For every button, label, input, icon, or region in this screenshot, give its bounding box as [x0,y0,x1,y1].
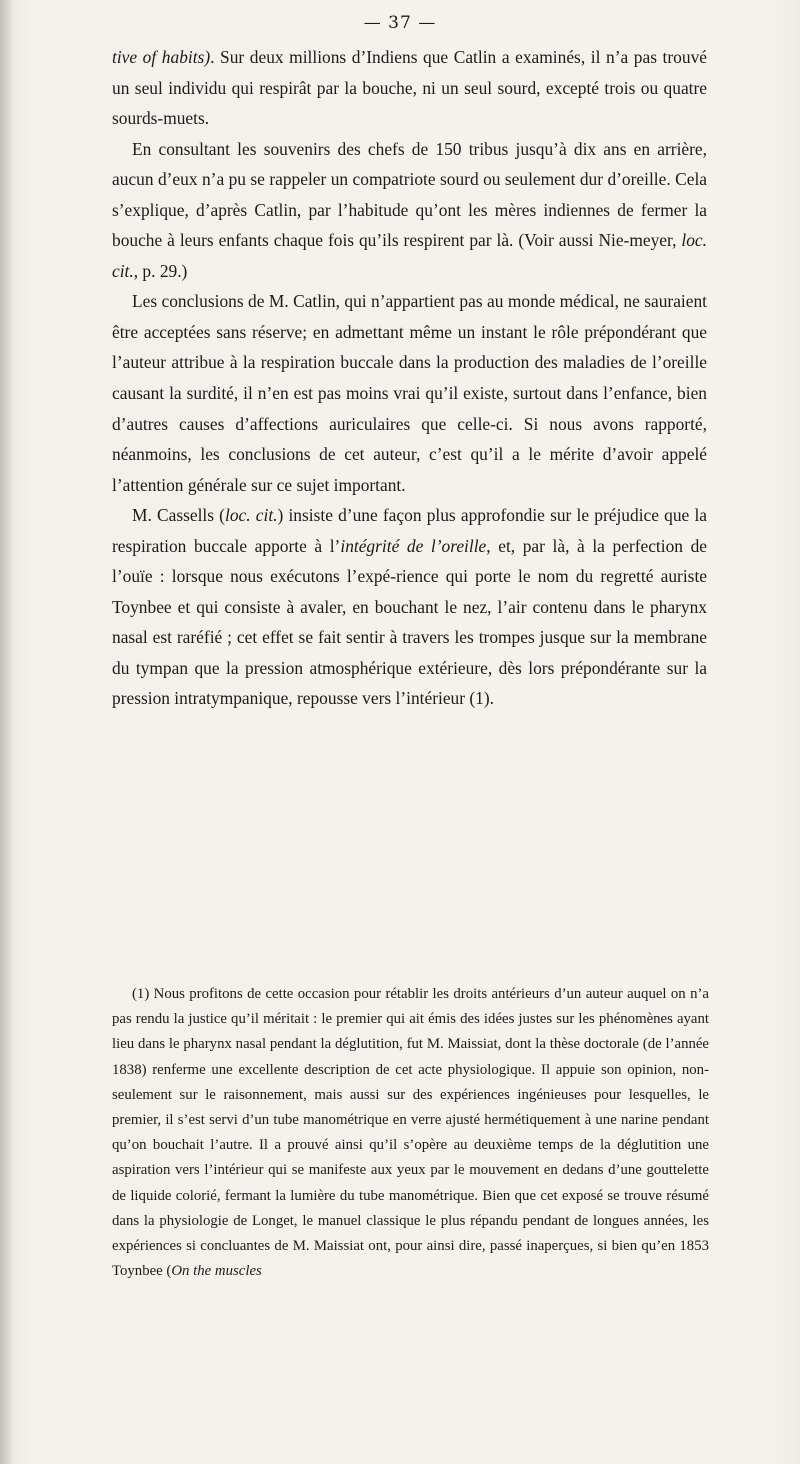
page-number: — 37 — [363,13,437,33]
paragraph-1 [112,42,707,134]
italic-phrase: loc. cit. [112,230,707,281]
paragraph-text: ) insiste d’une façon plus approfondie sur le préjudice que la respiration buccale apporte à l’ [112,505,707,556]
italic-phrase: intégrité de l’oreille [340,535,487,556]
footnotes [112,982,709,1284]
paragraph-3: Les conclusions de M. Catlin, qui n’appartient pas au monde médical, ne sauraient être acceptées sans réserve; en admettant même un instant le rôle prépondérant que l’auteur attribue à la respiration buccale dans la production des maladies de l’oreille causant la surdité, il n’en est pas moins vrai qu’il existe, surtout dans l’enfance, bien d’autres causes d’affections auriculaires que celle-ci. Si nous avons rapporté, néanmoins, les conclusions de cet auteur, c’est qu’il a le mérite d’avoir appelé l’attention générale sur ce sujet important. [112,291,707,495]
paragraph-text: , et, par là, à la perfection de l’ouïe : lorsque nous exécutons l’expé-rience qui porte le nom du regretté auriste Toynbee et qui consiste à avaler, en bouchant le nez, l’air contenu dans le pharynx nasal est raréfié ; cet effet se fait sentir à travers les trompes jusque sur la membrane du tympan que la pression atmosphérique extérieure, dès lors prépondérante sur la pression intratympanique, repousse vers l’intérieur (1). [112,535,707,709]
paragraph-text: . Sur deux millions d’Indiens que Catlin a examinés, il n’a pas trouvé un seul individu qui respirât par la bouche, ni un seul sourd, excepté trois ou quatre sourds-muets. [112,47,707,129]
main-text [112,42,707,714]
footnote-1 [112,982,709,1284]
paragraph-4 [112,500,707,714]
page-gutter-shadow [0,0,14,1464]
italic-phrase: On the muscles [171,1263,262,1280]
paragraph-text: M. Cassells ( [132,505,225,526]
paragraph-2 [112,134,707,287]
footnote-text: (1) Nous profitons de cette occasion pour rétablir les droits antérieurs d’un auteur auquel on n’a pas rendu la justice qu’il méritait : le premier qui ait émis des idées justes sur les phénomènes ayant lieu dans le pharynx nasal pendant la déglutition, fut M. Maissiat, dont la thèse doctorale (de l’année 1838) renferme une excellente description de cet acte physiologique. Il appuie son opinion, non-seulement sur le raisonnement, mais aussi sur des expériences ingénieuses pour lesquelles, le premier, il s’est servi d’un tube manométrique en verre ajusté hermétiquement à une narine pendant qu’on bouchait l’autre. Il a prouvé ainsi qu’il s’opère au deuxième temps de la déglutition une aspiration vers l’intérieur qui se manifeste aux yeux par le mouvement en dedans d’une gouttelette de liquide colorié, fermant la lumière du tube manométrique. Bien que cet exposé se trouve résumé dans la physiologie de Longet, le manuel classique le plus répandu pendant de longues années, les expériences si concluantes de M. Maissiat ont, pour ainsi dire, passé inaperçues, si bien qu’en 1853 Toynbee ( [112,986,709,1280]
italic-phrase: loc. cit. [224,505,278,526]
paragraph-text: , p. 29.) [133,260,188,281]
italic-phrase: tive of habits) [112,47,211,67]
paragraph-text: En consultant les souvenirs des chefs de 150 tribus jusqu’à dix ans en arrière, aucun d’eux n’a pu se rappeler un compatriote sourd ou seulement dur d’oreille. Cela s’explique, d’après Catlin, par l’habitude qu’ont les mères indiennes de fermer la bouche à leurs enfants chaque fois qu’ils respirent par là. (Voir aussi Nie-meyer, [112,138,707,251]
